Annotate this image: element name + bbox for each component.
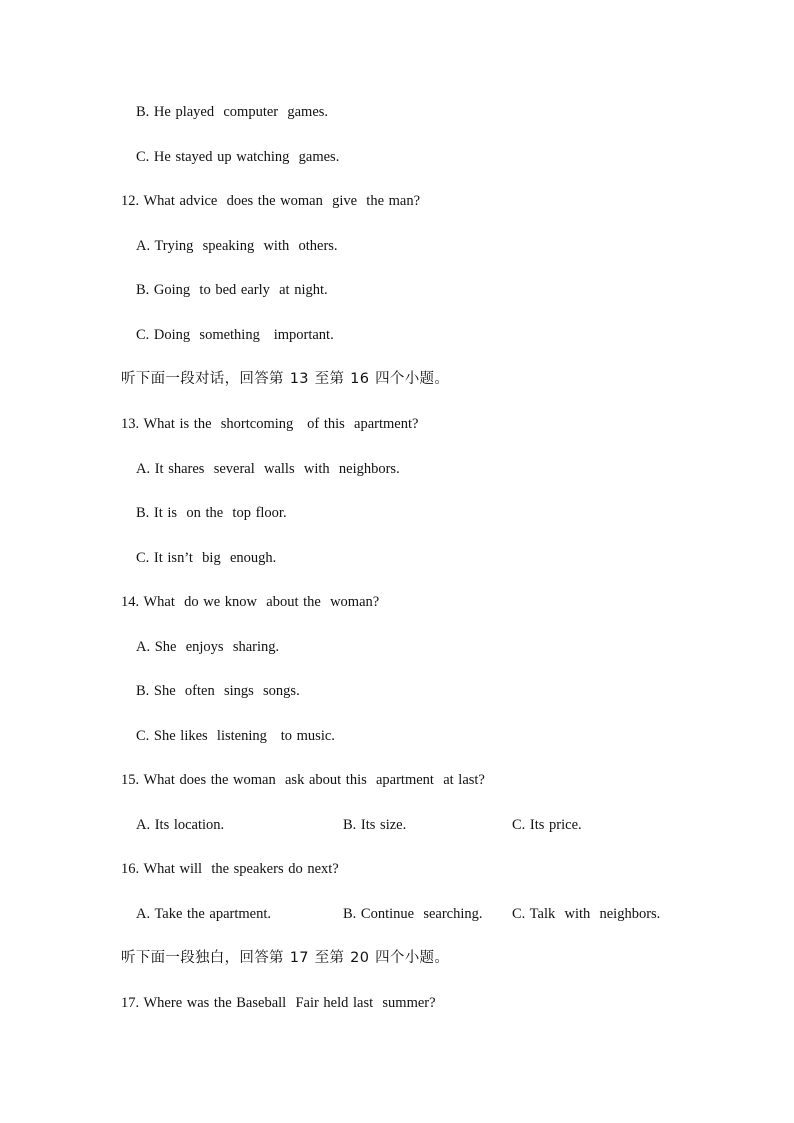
option-16-b: B. Continue searching.	[343, 906, 483, 922]
question-13: 13. What is the shortcoming of this apartment?	[121, 416, 419, 432]
option-16-c: C. Talk with neighbors.	[512, 906, 661, 922]
option-16-a: A. Take the apartment.	[136, 906, 271, 922]
option-14-a: A. She enjoys sharing.	[136, 639, 280, 655]
option-13-a: A. It shares several walls with neighbors.	[136, 461, 400, 477]
option-15-b: B. Its size.	[343, 817, 407, 833]
option-14-b: B. She often sings songs.	[136, 683, 300, 699]
question-14: 14. What do we know about the woman?	[121, 594, 380, 610]
question-15: 15. What does the woman ask about this apartment at last?	[121, 772, 485, 788]
option-13-c: C. It isn’t big enough.	[136, 550, 277, 566]
option-15-c: C. Its price.	[512, 817, 582, 833]
question-16: 16. What will the speakers do next?	[121, 861, 339, 877]
section-heading-17-20: 听下面一段独白，回答第 17 至第 20 四个小题。	[121, 950, 450, 966]
option-12-a: A. Trying speaking with others.	[136, 238, 338, 254]
option-15-a: A. Its location.	[136, 817, 225, 833]
option-11-c: C. He stayed up watching games.	[136, 149, 340, 165]
option-13-b: B. It is on the top floor.	[136, 505, 287, 521]
section-heading-13-16: 听下面一段对话，回答第 13 至第 16 四个小题。	[121, 371, 450, 387]
option-14-c: C. She likes listening to music.	[136, 728, 335, 744]
option-12-c: C. Doing something important.	[136, 327, 334, 343]
question-17: 17. Where was the Baseball Fair held last summer?	[121, 995, 436, 1011]
option-11-b: B. He played computer games.	[136, 104, 329, 120]
question-12: 12. What advice does the woman give the man?	[121, 193, 421, 209]
option-12-b: B. Going to bed early at night.	[136, 282, 328, 298]
